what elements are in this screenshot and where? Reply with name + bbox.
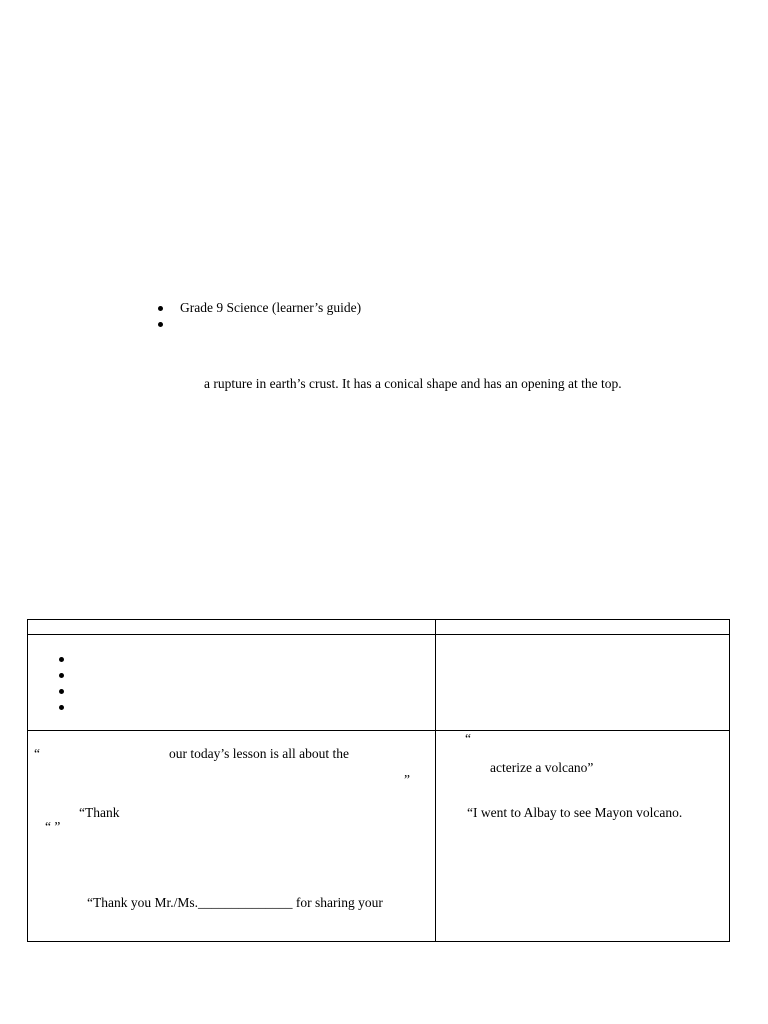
procedure-table (27, 619, 730, 942)
bullet-icon (59, 705, 64, 710)
bullet-icon (59, 689, 64, 694)
thank-you-text: “Thank you Mr./Ms.______________ for sharing your (87, 895, 383, 910)
bullet-icon (59, 673, 64, 678)
bullet-icon (59, 657, 64, 662)
close-quote: ” (404, 772, 410, 787)
definition-text: a rupture in earth’s crust. It has a conical shape and has an opening at the top. (204, 376, 622, 391)
albay-text: “I went to Albay to see Mayon volcano. (467, 805, 683, 820)
bullet-icon (158, 306, 163, 311)
open-quote: “ (465, 731, 471, 746)
open-quote: “ (34, 746, 40, 761)
column-divider (435, 620, 436, 941)
bullet-icon (158, 322, 163, 327)
characterize-text: acterize a volcano” (490, 760, 594, 775)
reference-item: Grade 9 Science (learner’s guide) (180, 300, 362, 315)
row-divider (28, 634, 729, 635)
row-divider (28, 730, 729, 731)
quote-pair: “ ” (45, 819, 61, 834)
thank-text: “Thank (79, 805, 120, 820)
lesson-text: our today’s lesson is all about the (169, 746, 349, 761)
